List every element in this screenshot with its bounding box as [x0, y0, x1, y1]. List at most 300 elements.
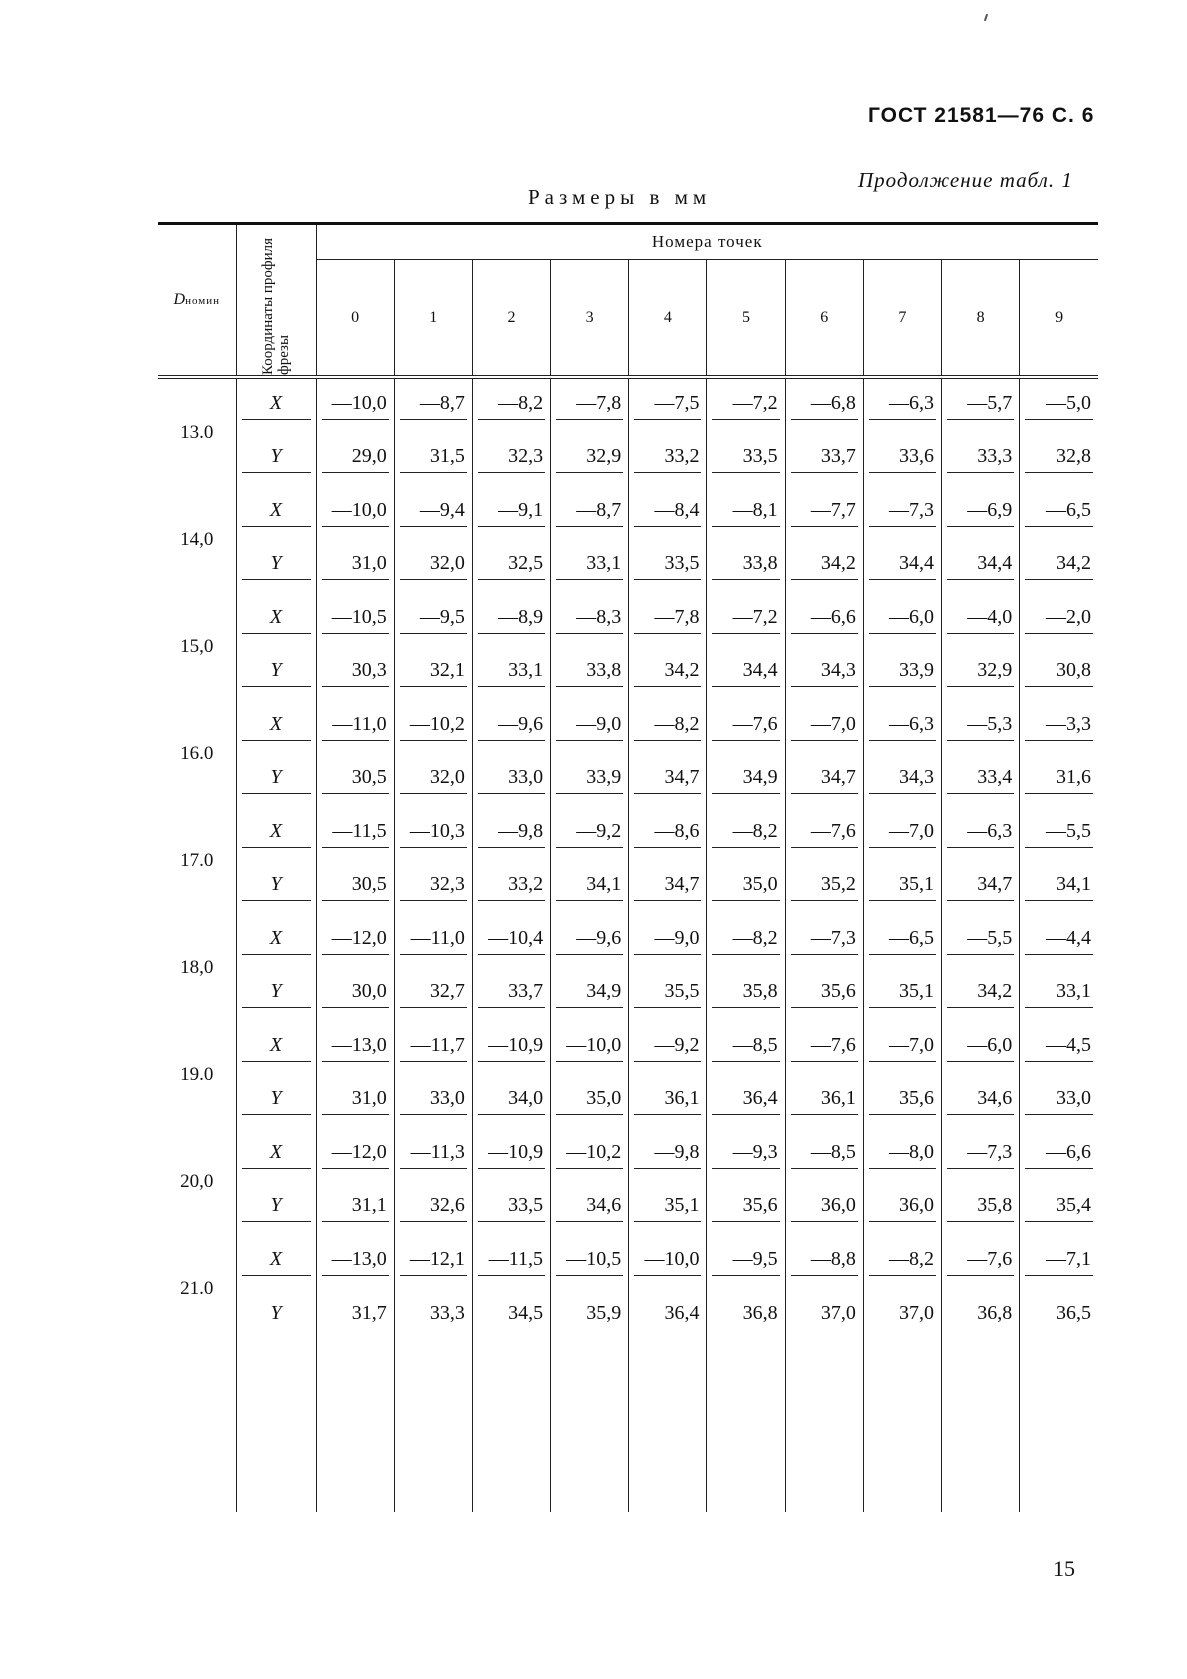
coordinate-axis-label: Y [242, 445, 311, 473]
value-cell [942, 861, 1020, 915]
table-row [158, 1128, 1098, 1182]
coordinate-value: 32,6 [400, 1194, 467, 1222]
coordinates-header [236, 224, 316, 378]
d-nominal-cell [158, 807, 236, 914]
value-cell [942, 377, 1020, 433]
value-cell [863, 433, 941, 487]
value-cell [785, 914, 863, 968]
table-row [158, 968, 1098, 1022]
coordinate-value: 33,2 [634, 445, 701, 473]
point-number-header: 9 [1020, 260, 1098, 377]
coordinate-value: 35,4 [1025, 1194, 1093, 1222]
coordinate-axis-label: Y [242, 873, 311, 901]
coordinate-value: —12,0 [322, 927, 389, 955]
coordinate-value: 37,0 [820, 1301, 856, 1324]
coordinate-value: 34,9 [556, 980, 623, 1008]
coordinate-value: 34,3 [791, 659, 858, 687]
coordinate-value: —12,0 [322, 1141, 389, 1169]
value-cell [785, 593, 863, 647]
value-cell [942, 1182, 1020, 1236]
coordinate-axis-cell [236, 1128, 316, 1182]
value-cell [316, 914, 394, 968]
point-number-header: 0 [316, 260, 394, 377]
coordinate-value: —4,5 [1025, 1034, 1093, 1062]
coordinate-value: 35,6 [791, 980, 858, 1008]
coordinate-value: 35,5 [634, 980, 701, 1008]
coordinate-value: —7,8 [556, 392, 623, 420]
coordinate-value: 36,1 [791, 1087, 858, 1115]
coordinate-value: —3,3 [1025, 713, 1093, 741]
coordinate-axis-cell [236, 377, 316, 433]
value-cell [707, 647, 785, 701]
value-cell [863, 540, 941, 594]
coordinate-value: 34,4 [712, 659, 779, 687]
point-number-header: 5 [707, 260, 785, 377]
coordinate-value: 31,0 [322, 1087, 389, 1115]
value-cell [863, 1128, 941, 1182]
coordinate-value: 30,5 [322, 873, 389, 901]
coordinate-value: —8,8 [791, 1248, 858, 1276]
d-nominal-value: 20,0 [180, 1170, 214, 1192]
value-cell [472, 1289, 550, 1343]
coordinate-value: —9,6 [556, 927, 623, 955]
coordinate-value: —12,1 [400, 1248, 467, 1276]
coordinate-value: 31,0 [322, 552, 389, 580]
coordinate-value: —8,5 [791, 1141, 858, 1169]
coordinate-value: —6,8 [791, 392, 858, 420]
coordinate-value: 33,5 [478, 1194, 545, 1222]
value-cell [707, 593, 785, 647]
value-cell [707, 754, 785, 808]
value-cell [1020, 754, 1098, 808]
table-row [158, 1235, 1098, 1289]
value-cell [629, 1128, 707, 1182]
coordinate-value: 30,5 [322, 766, 389, 794]
value-cell [551, 540, 629, 594]
scan-mark [984, 14, 988, 21]
table-row [158, 1289, 1098, 1343]
coordinate-value: —9,0 [556, 713, 623, 741]
value-cell [707, 1182, 785, 1236]
point-number-header: 6 [785, 260, 863, 377]
coordinate-axis-cell [236, 1289, 316, 1343]
value-cell [785, 377, 863, 433]
coordinate-value: 36,1 [634, 1087, 701, 1115]
value-cell [316, 861, 394, 915]
coordinate-value: 34,7 [947, 873, 1014, 901]
empty-cell [1020, 1342, 1098, 1512]
value-cell [1020, 1289, 1098, 1343]
coordinate-value: 30,3 [322, 659, 389, 687]
value-cell [863, 1235, 941, 1289]
value-cell [942, 914, 1020, 968]
coordinate-value: —7,3 [791, 927, 858, 955]
value-cell [551, 433, 629, 487]
value-cell [707, 1289, 785, 1343]
d-nominal-value: 17.0 [180, 849, 214, 871]
coordinate-value: 33,0 [400, 1087, 467, 1115]
coordinate-axis-cell [236, 593, 316, 647]
value-cell [394, 1182, 472, 1236]
value-cell [863, 486, 941, 540]
coordinate-value: —5,7 [947, 392, 1014, 420]
coordinate-value: —5,5 [1025, 820, 1093, 848]
value-cell [394, 914, 472, 968]
value-cell [472, 1235, 550, 1289]
d-nominal-header [158, 224, 236, 378]
d-nominal-value: 14,0 [180, 528, 214, 550]
value-cell [707, 968, 785, 1022]
value-cell [707, 700, 785, 754]
table-row [158, 861, 1098, 915]
value-cell [551, 807, 629, 861]
value-cell [394, 807, 472, 861]
coordinate-value: 34,4 [947, 552, 1014, 580]
coordinate-axis-label: X [242, 392, 311, 420]
coordinate-axis-cell [236, 486, 316, 540]
value-cell [316, 700, 394, 754]
coordinate-value: —2,0 [1025, 606, 1093, 634]
value-cell [472, 861, 550, 915]
d-nominal-cell [158, 1128, 236, 1235]
coordinate-value: —7,0 [869, 820, 936, 848]
value-cell [942, 1021, 1020, 1075]
coordinate-axis-cell [236, 1182, 316, 1236]
value-cell [942, 593, 1020, 647]
value-cell [394, 700, 472, 754]
value-cell [551, 700, 629, 754]
table-row [158, 433, 1098, 487]
value-cell [785, 486, 863, 540]
value-cell [316, 593, 394, 647]
value-cell [863, 754, 941, 808]
coordinate-value: —9,5 [400, 606, 467, 634]
coordinate-value: 32,3 [478, 445, 545, 473]
value-cell [1020, 914, 1098, 968]
coordinate-value: —6,3 [869, 392, 936, 420]
coordinate-value: 32,9 [556, 445, 623, 473]
coordinate-value: 36,0 [791, 1194, 858, 1222]
coordinate-axis-cell [236, 914, 316, 968]
value-cell [394, 593, 472, 647]
table-row [158, 647, 1098, 701]
coordinate-value: —6,6 [791, 606, 858, 634]
value-cell [785, 433, 863, 487]
value-cell [707, 377, 785, 433]
value-cell [1020, 968, 1098, 1022]
value-cell [942, 754, 1020, 808]
coordinate-value: 36,5 [1056, 1301, 1091, 1324]
value-cell [472, 647, 550, 701]
coordinates-header-text: Координаты профиля фрезы [260, 237, 292, 375]
value-cell [394, 1021, 472, 1075]
point-numbers-header: Номера точек [316, 224, 1098, 260]
coordinate-value: —6,5 [869, 927, 936, 955]
d-symbol: D [173, 291, 186, 308]
value-cell [316, 540, 394, 594]
coordinate-value: 35,2 [791, 873, 858, 901]
d-nominal-value: 15,0 [180, 635, 214, 657]
value-cell [394, 1289, 472, 1343]
empty-filler-row [158, 1342, 1098, 1512]
coordinate-value: 36,0 [869, 1194, 936, 1222]
value-cell [394, 1235, 472, 1289]
value-cell [394, 433, 472, 487]
coordinate-axis-label: X [242, 1034, 311, 1062]
coordinate-value: —10,2 [556, 1141, 623, 1169]
coordinate-value: 34,7 [791, 766, 858, 794]
table-row [158, 754, 1098, 808]
coordinate-value: 33,8 [556, 659, 623, 687]
value-cell [785, 807, 863, 861]
value-cell [707, 433, 785, 487]
table-row [158, 1021, 1098, 1075]
value-cell [551, 1021, 629, 1075]
value-cell [551, 1075, 629, 1129]
coordinate-value: —10,0 [556, 1034, 623, 1062]
coordinate-value: 33,1 [556, 552, 623, 580]
value-cell [551, 486, 629, 540]
value-cell [863, 593, 941, 647]
coordinate-value: 29,0 [322, 445, 389, 473]
page-number: 15 [1053, 1556, 1075, 1581]
value-cell [394, 754, 472, 808]
coordinate-axis-label: Y [242, 659, 311, 687]
empty-cell [394, 1342, 472, 1512]
coordinate-value: —7,6 [947, 1248, 1014, 1276]
d-nominal-cell [158, 593, 236, 700]
coordinate-value: —10,9 [478, 1141, 545, 1169]
coordinate-axis-cell [236, 433, 316, 487]
coordinate-value: —7,3 [947, 1141, 1014, 1169]
coordinate-value: 34,1 [556, 873, 623, 901]
coordinate-value: —8,2 [634, 713, 701, 741]
coordinate-value: —6,9 [947, 499, 1014, 527]
coordinate-value: 31,5 [400, 445, 467, 473]
value-cell [316, 1235, 394, 1289]
value-cell [472, 433, 550, 487]
coordinate-value: 32,1 [400, 659, 467, 687]
value-cell [785, 1075, 863, 1129]
empty-cell [236, 1342, 316, 1512]
coordinate-value: —10,4 [478, 927, 545, 955]
value-cell [1020, 647, 1098, 701]
coordinate-value: —8,2 [869, 1248, 936, 1276]
d-nominal-cell [158, 1235, 236, 1342]
coordinate-value: —7,6 [791, 820, 858, 848]
coordinate-value: 33,8 [712, 552, 779, 580]
table-row [158, 1075, 1098, 1129]
coordinate-value: —9,8 [478, 820, 545, 848]
coordinate-value: —8,1 [712, 499, 779, 527]
coordinate-value: 35,1 [634, 1194, 701, 1222]
coordinate-value: —8,2 [712, 927, 779, 955]
coordinate-axis-label: X [242, 1141, 311, 1169]
coordinate-value: 35,0 [712, 873, 779, 901]
value-cell [629, 486, 707, 540]
coordinate-value: 33,1 [1025, 980, 1093, 1008]
value-cell [316, 377, 394, 433]
coordinate-value: —7,7 [791, 499, 858, 527]
value-cell [472, 1021, 550, 1075]
value-cell [707, 861, 785, 915]
coordinate-axis-cell [236, 1075, 316, 1129]
value-cell [942, 1128, 1020, 1182]
coordinate-value: 34,6 [947, 1087, 1014, 1115]
value-cell [551, 377, 629, 433]
value-cell [316, 1021, 394, 1075]
coordinate-value: 32,0 [400, 766, 467, 794]
value-cell [472, 593, 550, 647]
value-cell [629, 861, 707, 915]
d-nominal-cell [158, 377, 236, 486]
coordinate-axis-label: Y [242, 1194, 311, 1222]
coordinate-value: 34,0 [478, 1087, 545, 1115]
coordinate-axis-cell [236, 700, 316, 754]
coordinate-axis-cell [236, 1235, 316, 1289]
coordinate-value: —9,3 [712, 1141, 779, 1169]
value-cell [863, 377, 941, 433]
value-cell [472, 1182, 550, 1236]
coordinate-value: —7,0 [791, 713, 858, 741]
coordinate-value: —10,0 [322, 392, 389, 420]
coordinate-value: —8,6 [634, 820, 701, 848]
coordinate-axis-label: X [242, 820, 311, 848]
coordinate-value: 37,0 [899, 1301, 934, 1324]
value-cell [785, 647, 863, 701]
coordinate-value: —11,3 [400, 1141, 467, 1169]
value-cell [1020, 1128, 1098, 1182]
coordinate-value: —8,9 [478, 606, 545, 634]
coordinate-value: 33,9 [869, 659, 936, 687]
coordinate-value: —9,1 [478, 499, 545, 527]
coordinate-axis-cell [236, 968, 316, 1022]
value-cell [1020, 486, 1098, 540]
value-cell [316, 433, 394, 487]
coordinate-value: —10,9 [478, 1034, 545, 1062]
coordinate-value: —6,0 [869, 606, 936, 634]
value-cell [863, 807, 941, 861]
d-nominal-value: 18,0 [180, 956, 214, 978]
coordinate-value: —9,4 [400, 499, 467, 527]
value-cell [551, 1289, 629, 1343]
coordinate-value: —9,6 [478, 713, 545, 741]
value-cell [863, 1182, 941, 1236]
coordinate-axis-label: X [242, 606, 311, 634]
value-cell [394, 540, 472, 594]
value-cell [316, 486, 394, 540]
value-cell [1020, 700, 1098, 754]
coordinate-value: 34,7 [634, 873, 701, 901]
coordinate-value: 36,8 [742, 1301, 778, 1324]
value-cell [942, 433, 1020, 487]
coordinate-value: 35,1 [869, 873, 936, 901]
coordinate-value: —7,5 [634, 392, 701, 420]
value-cell [551, 593, 629, 647]
value-cell [472, 807, 550, 861]
value-cell [551, 914, 629, 968]
coordinate-axis-cell [236, 861, 316, 915]
coordinate-value: —6,6 [1025, 1141, 1093, 1169]
coordinate-axis-cell [236, 807, 316, 861]
value-cell [942, 968, 1020, 1022]
coordinate-value: 30,0 [322, 980, 389, 1008]
value-cell [1020, 1021, 1098, 1075]
value-cell [1020, 807, 1098, 861]
coordinate-value: 36,8 [977, 1301, 1013, 1324]
coordinate-value: 33,6 [869, 445, 936, 473]
coordinate-axis-label: Y [242, 1087, 311, 1115]
value-cell [394, 377, 472, 433]
units-label: Размеры в мм [528, 185, 712, 209]
value-cell [394, 861, 472, 915]
coordinate-axis-cell [236, 754, 316, 808]
value-cell [863, 1075, 941, 1129]
coordinate-value: —4,0 [947, 606, 1014, 634]
point-number-header: 2 [472, 260, 550, 377]
value-cell [942, 486, 1020, 540]
coordinate-value: 35,9 [586, 1301, 622, 1324]
table-row [158, 593, 1098, 647]
value-cell [785, 1128, 863, 1182]
coordinate-value: 35,8 [712, 980, 779, 1008]
coordinate-value: —9,5 [712, 1248, 779, 1276]
value-cell [707, 1075, 785, 1129]
value-cell [472, 754, 550, 808]
empty-cell [158, 1342, 236, 1512]
d-subscript: номин [185, 295, 220, 307]
value-cell [1020, 377, 1098, 433]
value-cell [551, 754, 629, 808]
value-cell [707, 1021, 785, 1075]
coordinate-value: 33,3 [429, 1301, 465, 1324]
empty-cell [629, 1342, 707, 1512]
coordinate-value: —11,7 [400, 1034, 467, 1062]
coordinate-value: 35,6 [869, 1087, 936, 1115]
value-cell [942, 700, 1020, 754]
coordinate-value: 34,6 [556, 1194, 623, 1222]
value-cell [629, 968, 707, 1022]
coordinate-value: 34,4 [869, 552, 936, 580]
coordinate-value: 33,4 [947, 766, 1014, 794]
empty-cell [863, 1342, 941, 1512]
coordinate-value: —5,5 [947, 927, 1014, 955]
value-cell [1020, 1182, 1098, 1236]
coordinate-value: 32,5 [478, 552, 545, 580]
coordinate-value: —9,8 [634, 1141, 701, 1169]
coordinate-axis-label: Y [242, 766, 311, 794]
value-cell [316, 1289, 394, 1343]
coordinate-value: —6,3 [947, 820, 1014, 848]
value-cell [1020, 1235, 1098, 1289]
point-number-header: 7 [863, 260, 941, 377]
value-cell [629, 377, 707, 433]
coordinate-value: —8,7 [400, 392, 467, 420]
value-cell [472, 377, 550, 433]
value-cell [707, 807, 785, 861]
value-cell [629, 1021, 707, 1075]
standard-designation: ГОСТ 21581—76 С. 6 [868, 104, 1095, 127]
value-cell [472, 968, 550, 1022]
coordinate-value: —7,6 [712, 713, 779, 741]
coordinate-value: 33,5 [712, 445, 779, 473]
value-cell [785, 1235, 863, 1289]
d-nominal-value: 21.0 [180, 1277, 214, 1299]
value-cell [707, 1128, 785, 1182]
coordinate-value: 32,7 [400, 980, 467, 1008]
coordinate-value: 32,9 [947, 659, 1014, 687]
coordinate-value: —10,0 [634, 1248, 701, 1276]
